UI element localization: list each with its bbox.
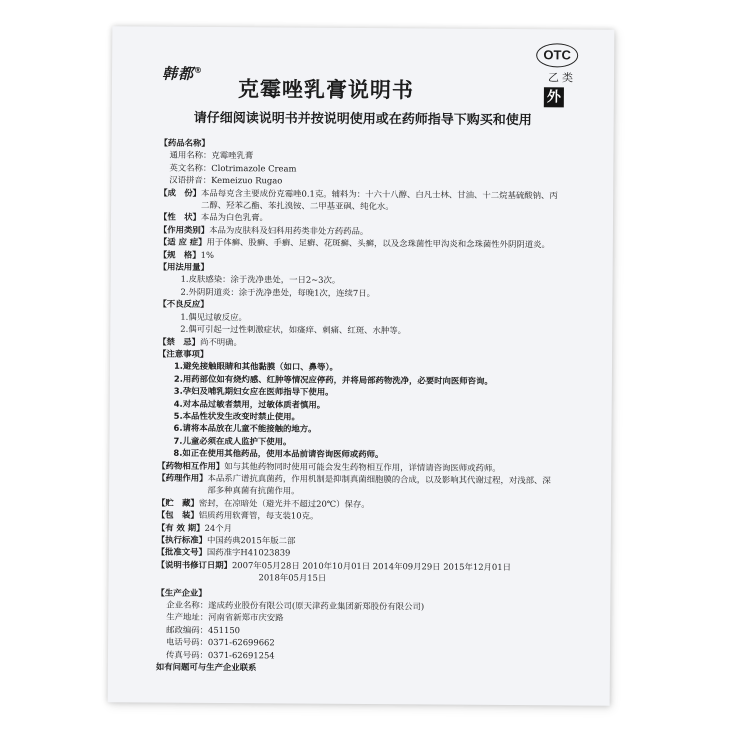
- caution-item: 2.用药部位如有烧灼感、红肿等情况应停药，并将局部药物洗净，必要时向医师咨询。: [173, 373, 493, 386]
- field-label: 传真号码：: [165, 649, 208, 660]
- revision-row-continued: 2018年05月15日: [258, 572, 327, 583]
- section-label: 【规 格】: [158, 249, 201, 260]
- section-label: 【不良反应】: [158, 298, 209, 310]
- field-label: 电话号码：: [166, 636, 208, 648]
- pharmacology-row: [157, 472, 557, 500]
- document-subtitle: 请仔细阅读说明书并按说明使用或在药师指导下购买和使用: [193, 110, 532, 129]
- contact-footer: 如有问题可与生产企业联系: [155, 661, 257, 673]
- section-label: 【执行标准】: [156, 534, 208, 545]
- field-value: Kemeizuo Rugao: [211, 175, 283, 186]
- section-label: 【包 装】: [156, 509, 199, 521]
- section-value: 本品为白色乳膏。: [200, 212, 268, 223]
- field-label: 英文名称：: [169, 162, 212, 173]
- document-title: 克霉唑乳膏说明书: [237, 77, 415, 103]
- leaflet-sheet: [108, 26, 615, 705]
- section-label: 【适 应 症】: [158, 236, 207, 248]
- field-value: 河南省新郑市庆安路: [208, 612, 284, 623]
- section-label: 【说明书修订日期】: [156, 559, 233, 570]
- caution-item: 4.对本品过敏者禁用，过敏体质者慎用。: [173, 398, 326, 410]
- otc-class-label: 乙类: [547, 71, 577, 85]
- field-value: 克霉唑乳膏: [211, 150, 254, 161]
- field-label: 汉语拼音：: [169, 174, 212, 186]
- section-label: 【药物相互作用】: [157, 460, 225, 471]
- caution-item: 7.儿童必须在成人监护下使用。: [173, 435, 292, 447]
- caution-item: 5.本品性状发生改变时禁止使用。: [173, 410, 300, 422]
- section-value: 24个月: [204, 522, 233, 533]
- adverse-item: 1.偶见过敏反应。: [180, 311, 247, 322]
- field-value: 0371-62699662: [207, 637, 275, 648]
- caution-item: 6.请将本品放在儿童不能接触的地方。: [173, 423, 317, 435]
- section-value: 中国药典2015年版二部: [206, 534, 296, 546]
- adverse-item: 2.偶可引起一过性刺激症状，如瘙痒、刺痛、红斑、水肿等。: [180, 323, 407, 336]
- caution-item: 3.孕妇及哺乳期妇女应在医师指导下使用。: [173, 385, 334, 397]
- leaflet-body: [156, 137, 560, 676]
- section-value: 国药准字H41023839: [206, 547, 291, 558]
- caution-item: 8.如正在使用其他药品，使用本品前请咨询医师或药师。: [173, 447, 384, 460]
- section-value: 用于体癣、股癣、手癣、足癣、花斑癣、头癣，以及念珠菌性甲沟炎和念珠菌性外阴阴道炎。: [206, 237, 550, 250]
- section-label: 【注意事项】: [158, 348, 209, 359]
- brand-logo: [162, 63, 203, 84]
- field-value: Clotrimazole Cream: [211, 162, 297, 174]
- field-label: 邮政编码：: [166, 624, 209, 635]
- section-label: 【药品名称】: [159, 137, 210, 148]
- section-label: 【作用类别】: [158, 224, 210, 235]
- section-label: 【禁 忌】: [158, 336, 201, 347]
- section-label: 【生产企业】: [156, 587, 207, 598]
- usage-item: 2.外阴阴道炎：涂于洗净患处，每晚1次，连续7日。: [180, 286, 376, 298]
- brand-name: 韩都: [161, 64, 195, 83]
- field-value: 遂成药业股份有限公司(原天津药业集团新郑股份有限公司): [208, 599, 425, 612]
- section-label: 【批准文号】: [156, 546, 207, 558]
- registered-mark: ®: [194, 65, 204, 75]
- section-label: 【成 份】: [159, 187, 202, 198]
- section-label: 【有 效 期】: [156, 522, 205, 533]
- section-value: 铝质药用软膏管，每支装10克。: [198, 510, 319, 521]
- caution-item: 1.避免接触眼睛和其他黏膜（如口、鼻等）。: [173, 361, 338, 373]
- section-label: 【贮 藏】: [157, 497, 199, 508]
- external-use-badge: 外: [544, 87, 564, 107]
- section-value: 本品为皮肤科及妇科用药类非处方药药品。: [209, 224, 369, 236]
- section-value: 本品系广谱抗真菌药，作用机制是抑制真菌细胞膜的合成，以及影响其代谢过程，对浅部、深部多种真菌有抗菌作用。: [207, 472, 551, 496]
- otc-badge: OTC: [536, 43, 578, 67]
- field-label: 生产地址：: [166, 612, 209, 623]
- ingredients-row: [159, 186, 559, 214]
- section-label: 【性 状】: [159, 212, 201, 223]
- field-value: 451150: [207, 624, 241, 636]
- field-value: 0371-62691254: [207, 649, 275, 661]
- section-value: 本品每克含主要成份克霉唑0.1克。辅料为：十六十八醇、白凡士林、甘油、十二烷基硫酸钠、丙二醇、羟苯乙酯、苯扎溴铵、二甲基亚砜、纯化水。: [200, 187, 558, 212]
- section-value: 尚不明确。: [200, 336, 242, 347]
- field-label: 通用名称：: [169, 150, 212, 161]
- section-value: 密封，在凉暗处（避光并不超过20℃）保存。: [198, 497, 370, 509]
- section-value: 2007年05月28日 2010年10月01日 2014年09月29日 2015年12月01日: [231, 559, 512, 572]
- section-label: 【药理作用】: [157, 472, 208, 483]
- section-value: 1%: [200, 249, 214, 260]
- section-label: 【用法用量】: [158, 261, 209, 272]
- section-value: 如与其他药物同时使用可能会发生药物相互作用，详情请咨询医师或药师。: [224, 460, 501, 473]
- usage-item: 1.皮肤感染：涂于洗净患处，一日2~3次。: [180, 274, 341, 286]
- field-label: 企业名称：: [166, 599, 209, 610]
